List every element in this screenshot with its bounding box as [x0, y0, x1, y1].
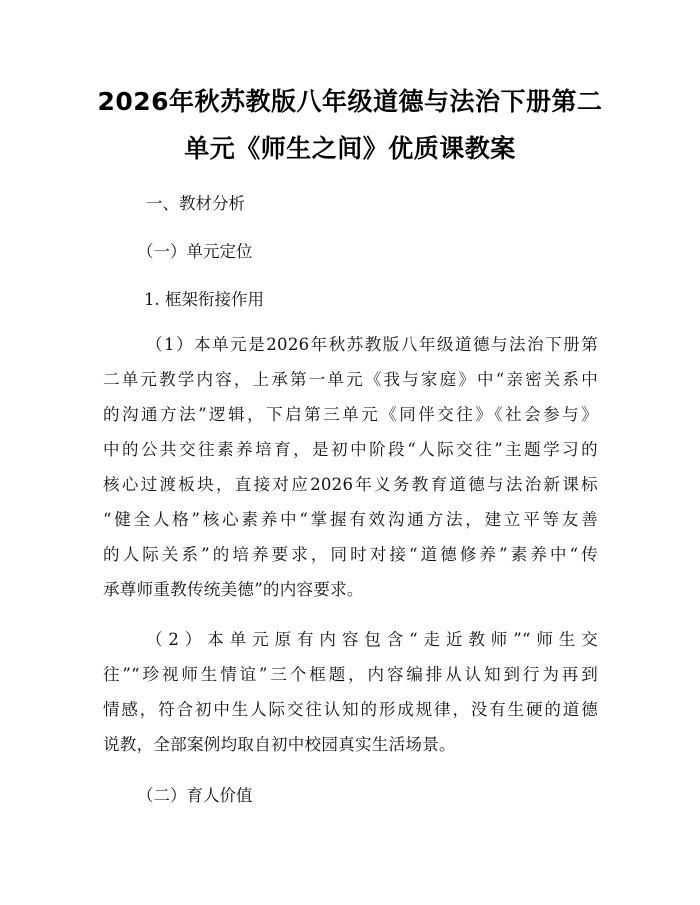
paragraph-line: 中的公共交往素养培育，是初中阶段“人际交往”主题学习的	[103, 440, 598, 459]
paragraph-unit-content	[103, 622, 598, 762]
document-title-line-1: 2026年秋苏教版八年级道德与法治下册第二	[97, 87, 603, 116]
paragraph-line: 情感，符合初中生人际交往认知的形成规律，没有生硬的道德	[103, 700, 598, 719]
subsection-heading-educational-value: （二）育人价值	[137, 786, 253, 805]
paragraph-line: 核心过渡板块，直接对应2026年义务教育道德与法治新课标	[103, 475, 598, 494]
document-title-line-2: 单元《师生之间》优质课教案	[184, 134, 516, 163]
paragraph-line: 说教，全部案例均取自初中校园真实生活场景。	[103, 735, 456, 754]
paragraph-line: 承尊师重教传统美德”的内容要求。	[103, 580, 364, 599]
paragraph-line: （2）本单元原有内容包含“走近教师”“师生交	[146, 630, 598, 649]
paragraph-line: 往”“珍视师生情谊”三个框题，内容编排从认知到行为再到	[103, 665, 598, 684]
subsection-heading-unit-positioning: （一）单元定位	[137, 242, 253, 261]
paragraph-line: 二单元教学内容，上承第一单元《我与家庭》中“亲密关系中	[103, 370, 598, 389]
paragraph-line: （1）本单元是2026年秋苏教版八年级道德与法治下册第	[146, 335, 598, 354]
paragraph-line: 的沟通方法”逻辑，下启第三单元《同伴交往》《社会参与》	[103, 405, 598, 424]
section-heading-textbook-analysis: 一、教材分析	[146, 194, 245, 213]
item-heading-framework-connection: 1. 框架衔接作用	[144, 290, 264, 309]
paragraph-line: “健全人格”核心素养中“掌握有效沟通方法，建立平等友善	[103, 510, 598, 529]
paragraph-line: 的人际关系”的培养要求，同时对接“道德修养”素养中“传	[103, 545, 598, 564]
paragraph-unit-overview	[103, 327, 598, 607]
